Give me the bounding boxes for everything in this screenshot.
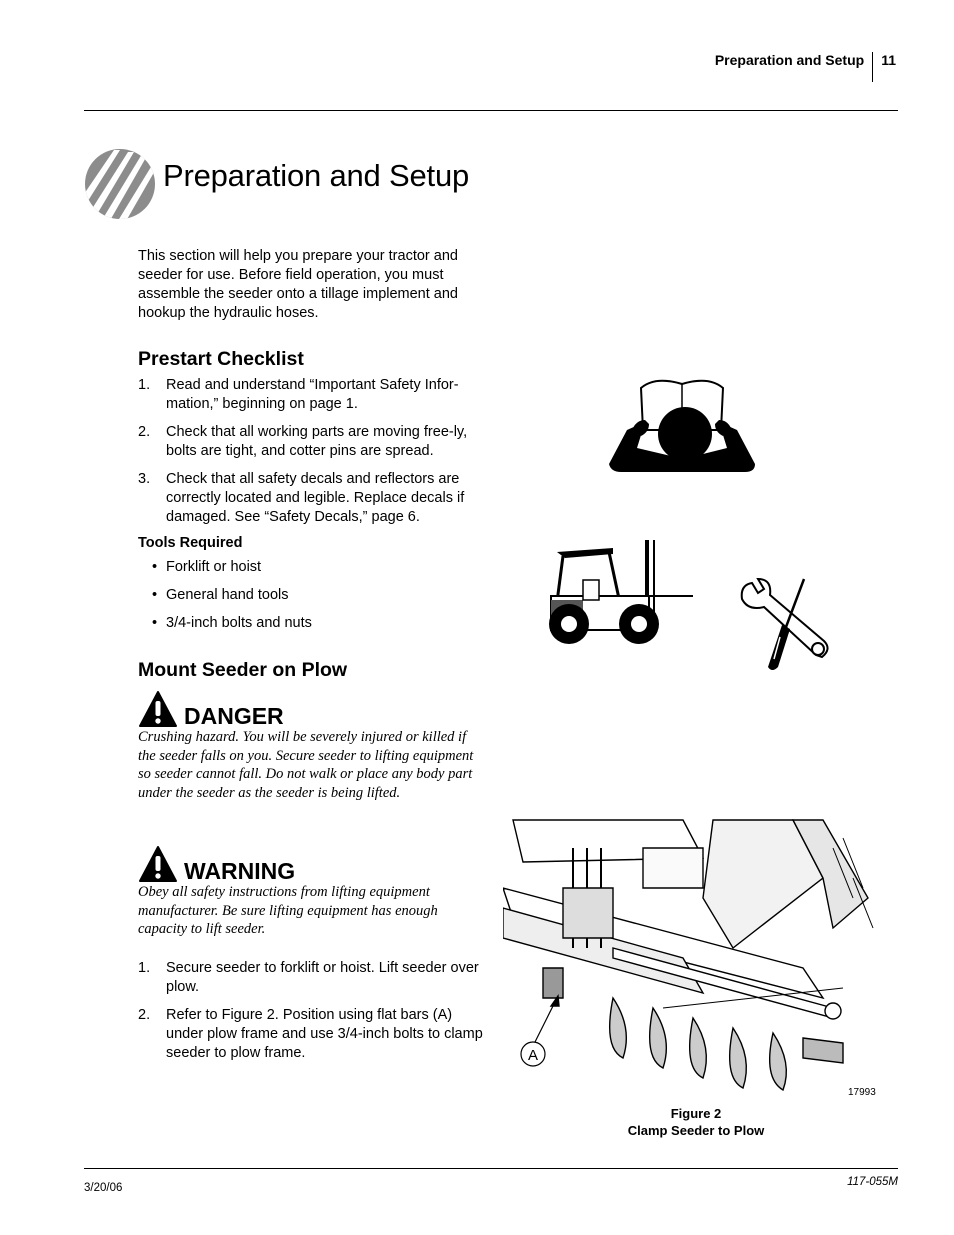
figure-caption-text: Clamp Seeder to Plow: [627, 1123, 765, 1138]
running-title: Preparation and Setup: [714, 52, 865, 68]
hand-tools-icon: [736, 575, 836, 675]
warning-triangle-icon: [138, 845, 178, 883]
section-logo-icon: [84, 148, 156, 220]
forklift-icon: [543, 536, 698, 646]
footer-date: 3/20/06: [84, 1182, 123, 1194]
prestart-checklist: [138, 376, 483, 536]
mount-seeder-heading: Mount Seeder on Plow: [138, 659, 348, 681]
list-item: 2. Refer to Figure 2. Position using flat bars (A) under plow frame and use 3/4-inch bolts to clamp seeder to plow frame.: [138, 1007, 483, 1061]
running-header: [715, 52, 896, 82]
figure-image-number: 17993: [848, 1087, 876, 1098]
figure-caption: [600, 1105, 792, 1139]
danger-notice: [138, 690, 478, 803]
prestart-checklist-heading: Prestart Checklist: [138, 348, 304, 370]
danger-signal-word: DANGER: [184, 703, 284, 729]
list-item: • General hand tools: [152, 587, 289, 603]
bottom-rule: [84, 1168, 898, 1169]
tools-required-heading: Tools Required: [138, 535, 243, 551]
page-number: 11: [881, 52, 896, 68]
mount-steps: [138, 959, 483, 1072]
danger-text: Crushing hazard. You will be severely injured or killed if the seeder falls on you. Secure seeder to lifting equipment so seeder cannot fall. Do not walk or place any body part under the seeder as the seeder is being lifted.: [138, 729, 474, 802]
tools-list: [138, 558, 312, 642]
list-item: 3. Check that all safety decals and reflectors are correctly located and legible. Replace decals if damaged. See “Safety Decals,” page 6.: [138, 471, 465, 525]
read-manual-icon: [605, 372, 760, 482]
list-item: • 3/4-inch bolts and nuts: [152, 615, 312, 631]
figure-callout: A: [527, 1047, 539, 1064]
footer-doc-number: 117-055M: [847, 1176, 898, 1188]
header-separator: [872, 52, 873, 82]
warning-triangle-icon: [138, 690, 178, 728]
warning-signal-word: WARNING: [184, 858, 296, 884]
top-rule: [84, 110, 898, 111]
list-item: 1. Secure seeder to forklift or hoist. Lift seeder over plow.: [138, 960, 479, 995]
seeder-plow-figure: [503, 818, 883, 1098]
list-item: 2. Check that all working parts are moving free-ly, bolts are tight, and cotter pins are spread.: [138, 424, 468, 459]
warning-text: Obey all safety instructions from lifting equipment manufacturer. Be sure lifting equipment has enough capacity to lift seeder.: [138, 884, 438, 938]
list-item: • Forklift or hoist: [152, 559, 262, 575]
list-item: 1. Read and understand “Important Safety Infor-mation,” beginning on page 1.: [138, 377, 459, 412]
intro-paragraph: This section will help you prepare your tractor and seeder for use. Before field operation, you must assemble the seeder onto a tillage implement and hookup the hydraulic hoses.: [138, 248, 458, 321]
figure-label: Figure 2: [670, 1106, 722, 1121]
page-title: Preparation and Setup: [163, 158, 470, 193]
warning-notice: [138, 845, 478, 939]
